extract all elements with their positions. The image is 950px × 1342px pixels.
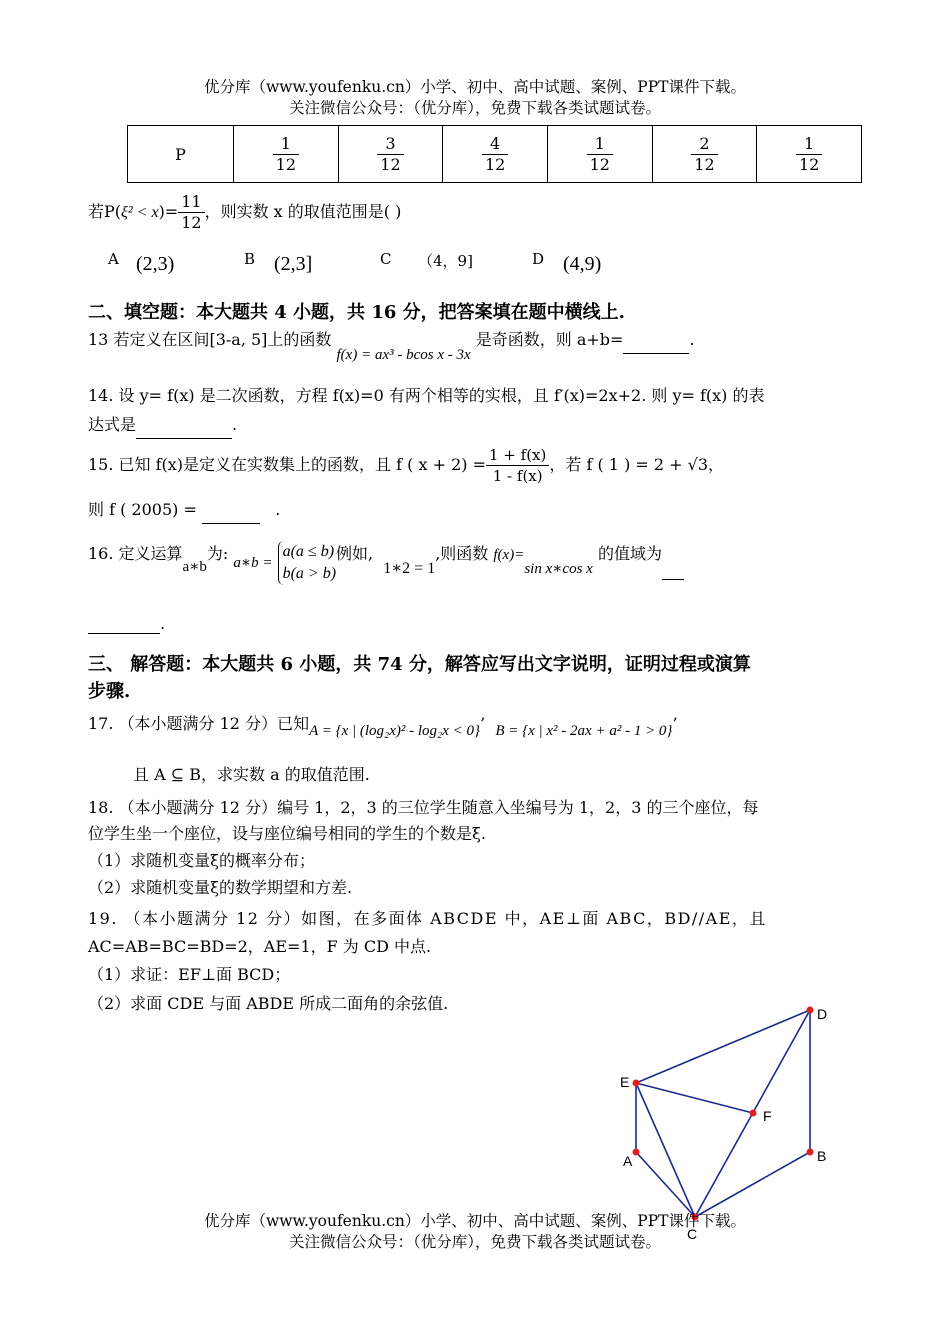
q15-line-1 <box>88 442 863 488</box>
table-cell <box>757 126 862 183</box>
option-value: (4,9) <box>563 253 602 275</box>
header-line-2: 关注微信公众号：（优分库），免费下载各类试题试卷。 <box>288 99 661 117</box>
probability-table <box>127 125 862 183</box>
label-E: E <box>620 1074 630 1090</box>
q12-prefix: 若P( <box>88 202 122 221</box>
footer-line-1: 优分库（www.youfenku.cn）小学、初中、高中试题、案例、PPT课件下载。 <box>203 1212 747 1230</box>
option-value: (2,3] <box>274 253 313 275</box>
q12-suffix: ，则实数 x 的取值范围是( ) <box>204 202 402 221</box>
q16-case-1: a(a ≤ b) <box>282 542 335 560</box>
section-2-heading: 二、填空题：本大题共 4 小题，共 16 分，把答案填在题中横线上. <box>88 302 625 323</box>
q15-line-2 <box>88 497 863 524</box>
cell-denominator: 12 <box>589 154 610 174</box>
q13-answer-blank[interactable] <box>623 327 689 354</box>
q16-func-body: sin x∗cos x <box>524 561 593 577</box>
option-value: (2,3) <box>136 253 175 275</box>
cell-numerator: 1 <box>587 134 613 155</box>
q13-suffix: 是奇函数，则 a+b= <box>475 330 624 349</box>
label-C: C <box>687 1226 698 1242</box>
q12-close: )= <box>158 202 179 221</box>
q15-frac-num: 1 + f(x) <box>486 445 549 466</box>
q17-prefix: 17. （本小题满分 12 分）已知 <box>88 714 310 733</box>
q14-line-2 <box>88 412 863 439</box>
q16-func-label: ,则函数 <box>435 544 489 563</box>
cell-denominator: 12 <box>275 154 296 174</box>
q16-case-2: b(a > b) <box>282 564 337 582</box>
q18-line-2: 位学生坐一个座位，设与座位编号相同的学生的个数是ξ. <box>88 824 486 843</box>
table-cell <box>652 126 757 183</box>
option-letter: C <box>380 250 392 268</box>
q12-frac-den: 12 <box>181 213 202 232</box>
q16-op: a∗b <box>182 559 207 575</box>
q14-end: . <box>232 415 238 434</box>
table-label-cell <box>128 126 234 183</box>
q15-answer-blank[interactable] <box>202 497 260 524</box>
q19-line-2: AC=AB=BC=BD=2，AE=1，F 为 CD 中点. <box>88 937 432 956</box>
cell-denominator: 12 <box>798 154 820 174</box>
label-F: F <box>763 1108 772 1124</box>
q16-cases <box>278 541 336 585</box>
q14-line-1: 14. 设 y= f(x) 是二次函数，方程 f(x)=0 有两个相等的实根，且 f′(x)=2x+2. 则 y= f(x) 的表 <box>88 386 765 405</box>
cell-numerator: 4 <box>482 134 508 155</box>
edge-EC <box>636 1083 695 1217</box>
q15-frac-den: 1 - f(x) <box>492 467 543 485</box>
q16-prefix: 16. 定义运算 <box>88 544 183 563</box>
cell-numerator: 1 <box>273 134 299 155</box>
label-B: B <box>817 1148 827 1164</box>
point-B <box>807 1149 814 1156</box>
q13-end: . <box>689 330 695 349</box>
option-letter: D <box>532 250 545 268</box>
q19-sub-2: （2）求面 CDE 与面 ABDE 所成二面角的余弦值. <box>88 994 449 1013</box>
cell-denominator: 12 <box>484 154 506 174</box>
q16-func: f(x)= <box>493 547 525 563</box>
table-cell <box>547 126 652 183</box>
q18-line-1: 18. （本小题满分 12 分）编号 1，2，3 的三位学生随意入坐编号为 1，2，3 的三个座位，每 <box>88 798 759 817</box>
point-E <box>633 1080 640 1087</box>
point-D <box>807 1007 814 1014</box>
q12-condition: ξ² < x <box>121 204 159 221</box>
q16-answer-blank-start[interactable] <box>662 529 684 580</box>
q16-lhs: a∗b = <box>233 555 273 571</box>
q17-set-b: B = {x | x² - 2ax + a² - 1 > 0} <box>495 723 673 739</box>
edge-EF <box>636 1083 753 1113</box>
table-cell <box>338 126 443 183</box>
section-3-heading-line-2: 步骤. <box>88 681 131 702</box>
label-D: D <box>817 1006 828 1022</box>
q15-end: . <box>275 500 281 519</box>
q16-suffix: 的值域为 <box>597 544 662 563</box>
table-cell <box>234 126 339 183</box>
option-letter: A <box>108 250 119 268</box>
q17-set-a: A = {x | (log₂x)² - log₂x < 0} <box>309 723 481 739</box>
edge-ED <box>636 1010 810 1083</box>
cell-numerator: 1 <box>796 134 822 155</box>
q16-answer-blank[interactable] <box>88 614 160 634</box>
cell-denominator: 12 <box>694 154 715 174</box>
q16-answer-line: . <box>88 614 165 634</box>
cell-denominator: 12 <box>380 154 401 174</box>
cell-numerator: 2 <box>691 134 717 155</box>
table-cell <box>443 126 548 183</box>
q17-line-2: 且 A ⊆ B，求实数 a 的取值范围. <box>133 765 370 784</box>
label-A: A <box>623 1153 633 1169</box>
q14-line-2-text: 达式是 <box>88 415 137 434</box>
q15-prefix: 15. 已知 f(x)是定义在实数集上的函数，且 f ( x + 2) = <box>88 455 486 474</box>
q18-sub-1: （1）求随机变量ξ的概率分布； <box>88 851 315 870</box>
section-3-heading-line-1: 三、 解答题：本大题共 6 小题，共 74 分，解答应写出文字说明，证明过程或演算 <box>88 654 751 675</box>
q19-line-1: 19. （本小题满分 12 分）如图，在多面体 ABCDE 中，AE⊥面 ABC，BD//AE，且 <box>88 909 767 928</box>
q13-text: 13 若定义在区间[3-a, 5]上的函数 <box>88 330 332 349</box>
option-value: （4，9] <box>418 252 473 270</box>
footer-line-2: 关注微信公众号：（优分库），免费下载各类试题试卷。 <box>288 1233 661 1251</box>
q13 <box>88 327 863 363</box>
q12-stem <box>88 190 863 235</box>
table-label: P <box>175 144 186 164</box>
edge-AC <box>636 1152 695 1217</box>
q15-line-2-text: 则 f ( 2005) = <box>88 500 202 519</box>
q16-example: 1∗2 = 1 <box>383 560 436 577</box>
q15-suffix: ，若 f ( 1 ) = 2 + √3， <box>549 455 725 474</box>
q16 <box>88 537 863 588</box>
q14-answer-blank[interactable] <box>136 412 232 439</box>
polyhedron-figure <box>610 995 850 1245</box>
point-F <box>750 1110 757 1117</box>
q13-formula: f(x) = ax³ - bcos x - 3x <box>336 347 471 363</box>
point-A <box>633 1149 640 1156</box>
cell-numerator: 3 <box>377 134 403 155</box>
header-line-1: 优分库（www.youfenku.cn）小学、初中、高中试题、案例、PPT课件下载。 <box>203 78 747 96</box>
q12-frac-num: 11 <box>178 192 204 213</box>
option-letter: B <box>244 250 256 268</box>
q17-line-1: 17. （本小题满分 12 分）已知A = {x | (log₂x)² - log₂x < 0}’ B = {x | x² - 2ax + a² - 1 > 0}’ <box>88 714 678 739</box>
q19-sub-1: （1）求证：EF⊥面 BCD； <box>88 965 291 984</box>
q16-example-label: 例如, <box>336 544 374 563</box>
q16-mid: 为: <box>206 544 229 563</box>
q18-sub-2: （2）求随机变量ξ的数学期望和方差. <box>88 878 353 897</box>
